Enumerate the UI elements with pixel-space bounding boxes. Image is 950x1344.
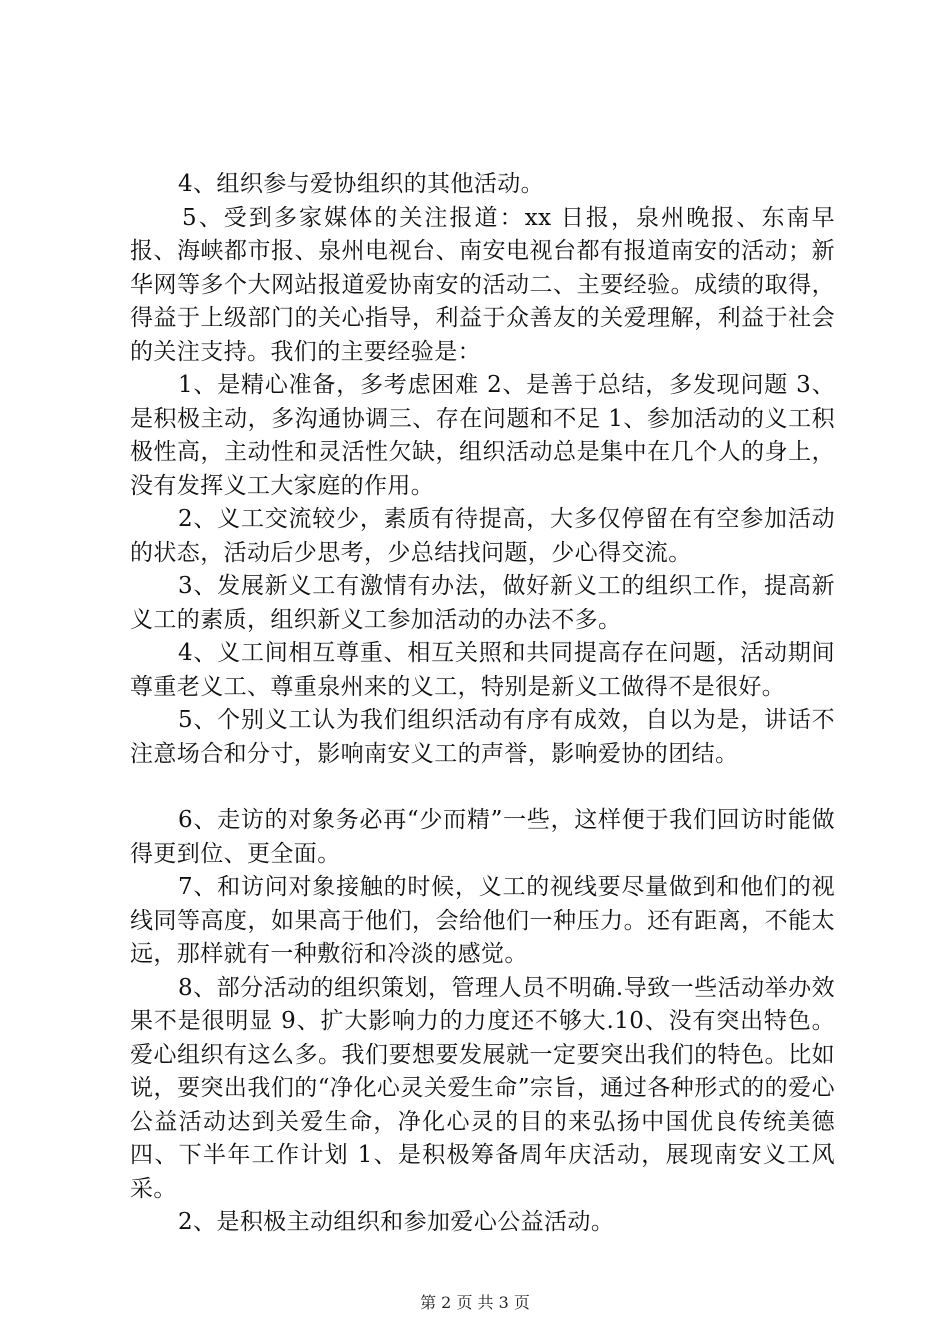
paragraph-item-5-media: 5、受到多家媒体的关注报道：xx 日报，泉州晚报、东南早报、海峡都市报、泉州电视台、南安电视台都有报道南安的活动；新华网等多个大网站报道爱协南安的活动二、主要经验。成绩的取得，得益于上级部门的关心指导，利益于众善友的关爱理解，利益于社会的关注支持。我们的主要经验是： [130, 204, 835, 365]
paragraph-item-6: 6、走访的对象务必再“少而精”一些，这样便于我们回访时能做得更到位、更全面。 [130, 807, 835, 867]
paragraph-problem-4: 4、义工间相互尊重、相互关照和共同提高存在问题，活动期间尊重老义工、尊重泉州来的义工，特别是新义工做得不是很好。 [130, 640, 835, 700]
paragraph-problem-3: 3、发展新义工有激情有办法，做好新义工的组织工作，提高新义工的素质，组织新义工参加活动的办法不多。 [130, 573, 835, 633]
page-footer: 第 2 页 共 3 页 [420, 1293, 530, 1312]
paragraph-problem-2: 2、义工交流较少，素质有待提高，大多仅停留在有空参加活动的状态，活动后少思考，少总结找问题，少心得交流。 [130, 506, 835, 566]
paragraph-item-4-activities: 4、组织参与爱协组织的其他活动。 [178, 171, 545, 197]
paragraph-item-7: 7、和访问对象接触的时候，义工的视线要尽量做到和他们的视线同等高度，如果高于他们，会给他们一种压力。还有距离，不能太远，那样就有一种敷衍和冷淡的感觉。 [130, 874, 835, 967]
document-body [130, 168, 835, 1240]
paragraph-experience-problems: 1、是精心准备，多考虑困难 2、是善于总结，多发现问题 3、是积极主动，多沟通协调三、存在问题和不足 1、参加活动的义工积极性高，主动性和灵活性欠缺，组织活动总是集中在几个人的身上，没有发挥义工大家庭的作用。 [130, 372, 835, 499]
paragraph-gap [130, 771, 835, 804]
paragraph-plan-2: 2、是积极主动组织和参加爱心公益活动。 [178, 1209, 615, 1235]
paragraph-problem-5: 5、个别义工认为我们组织活动有序有成效，自以为是，讲话不注意场合和分寸，影响南安义工的声誉，影响爱协的团结。 [130, 707, 835, 767]
paragraph-item-8: 8、部分活动的组织策划，管理人员不明确.导致一些活动举办效果不是很明显 9、扩大影响力的力度还不够大.10、没有突出特色。爱心组织有这么多。我们要想要发展就一定要突出我们的特色。比如说，要突出我们的“净化心灵关爱生命”宗旨，通过各种形式的的爱心公益活动达到关爱生命，净化心灵的目的来弘扬中国优良传统美德四、下半年工作计划 1、是积极筹备周年庆活动，展现南安义工风采。 [130, 974, 835, 1202]
